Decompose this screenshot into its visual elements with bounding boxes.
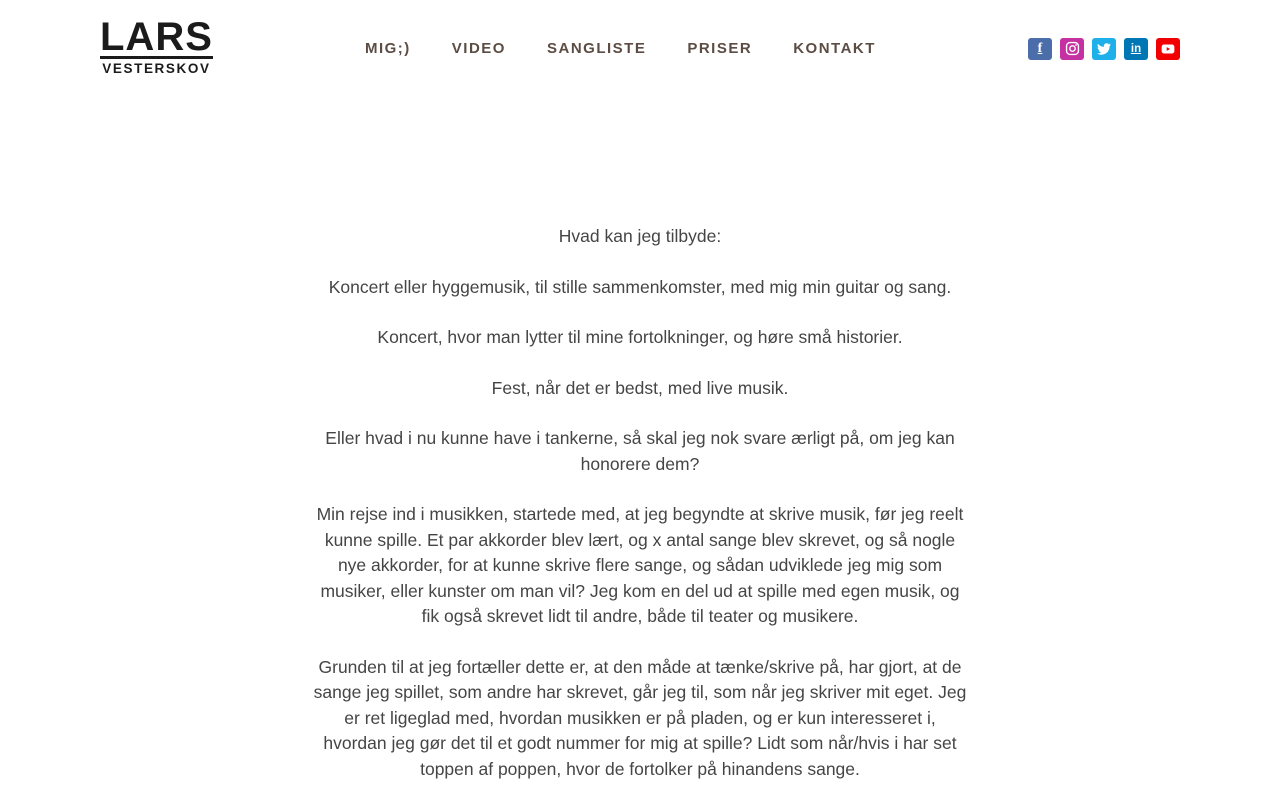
twitter-icon[interactable]: [1092, 38, 1116, 60]
paragraph: Fest, når det er bedst, med live musik.: [491, 377, 789, 398]
site-logo[interactable]: [100, 14, 213, 77]
paragraph: Koncert, hvor man lytter til mine fortolkninger, og høre små historier.: [377, 327, 903, 347]
youtube-icon[interactable]: [1156, 38, 1180, 60]
nav-item-kontakt[interactable]: KONTAKT: [793, 39, 876, 57]
page-content: [312, 97, 968, 782]
instagram-glyph: [1065, 41, 1080, 56]
youtube-play-glyph: [1160, 42, 1176, 56]
paragraph: Grunden til at jeg fortæller dette er, at den måde at tænke/skrive på, har gjort, at de sange jeg spillet, som andre har skrevet, går jeg til, som når jeg skriver mit eget. Jeg er ret ligeglad med, hvordan musikken er på pladen, og er kun interesseret i, hvordan jeg gør det til et godt nummer for mig at spille? Lidt som når/hvis i har set toppen af poppen, hvor de fortolker på hinandens sange.: [313, 656, 967, 779]
linkedin-icon[interactable]: in: [1124, 38, 1148, 60]
paragraph: Koncert eller hyggemusik, til stille sammenkomster, med mig min guitar og sang.: [328, 276, 952, 297]
logo-text-lars: LARS: [100, 14, 213, 59]
nav-item-sangliste[interactable]: SANGLISTE: [546, 39, 647, 57]
logo-text-vesterskov: VESTERSKOV: [102, 61, 211, 77]
instagram-icon[interactable]: [1060, 38, 1084, 60]
facebook-icon[interactable]: f: [1028, 38, 1052, 60]
intro-heading: Hvad kan jeg tilbyde:: [558, 226, 722, 246]
nav-item-video[interactable]: VIDEO: [451, 39, 506, 57]
social-links: [1028, 38, 1180, 60]
paragraph: Eller hvad i nu kunne have i tankerne, så skal jeg nok svare ærligt på, om jeg kan honorere dem?: [325, 428, 955, 474]
main-nav: [213, 40, 1028, 58]
site-header: [0, 0, 1280, 97]
twitter-bird-glyph: [1097, 42, 1111, 56]
paragraph: Min rejse ind i musikken, startede med, at jeg begyndte at skrive musik, før jeg reelt kunne spille. Et par akkorder blev lært, og x antal sange blev skrevet, og så nogle nye akkorder, for at kunne skrive flere sange, og sådan udviklede jeg mig som musiker, eller kunster om man vil? Jeg kom en del ud at spille med egen musik, og fik også skrevet lidt til andre, både til teater og musikere.: [316, 504, 964, 626]
nav-item-priser[interactable]: PRISER: [687, 39, 753, 57]
nav-item-mig[interactable]: MIG;): [364, 39, 411, 57]
